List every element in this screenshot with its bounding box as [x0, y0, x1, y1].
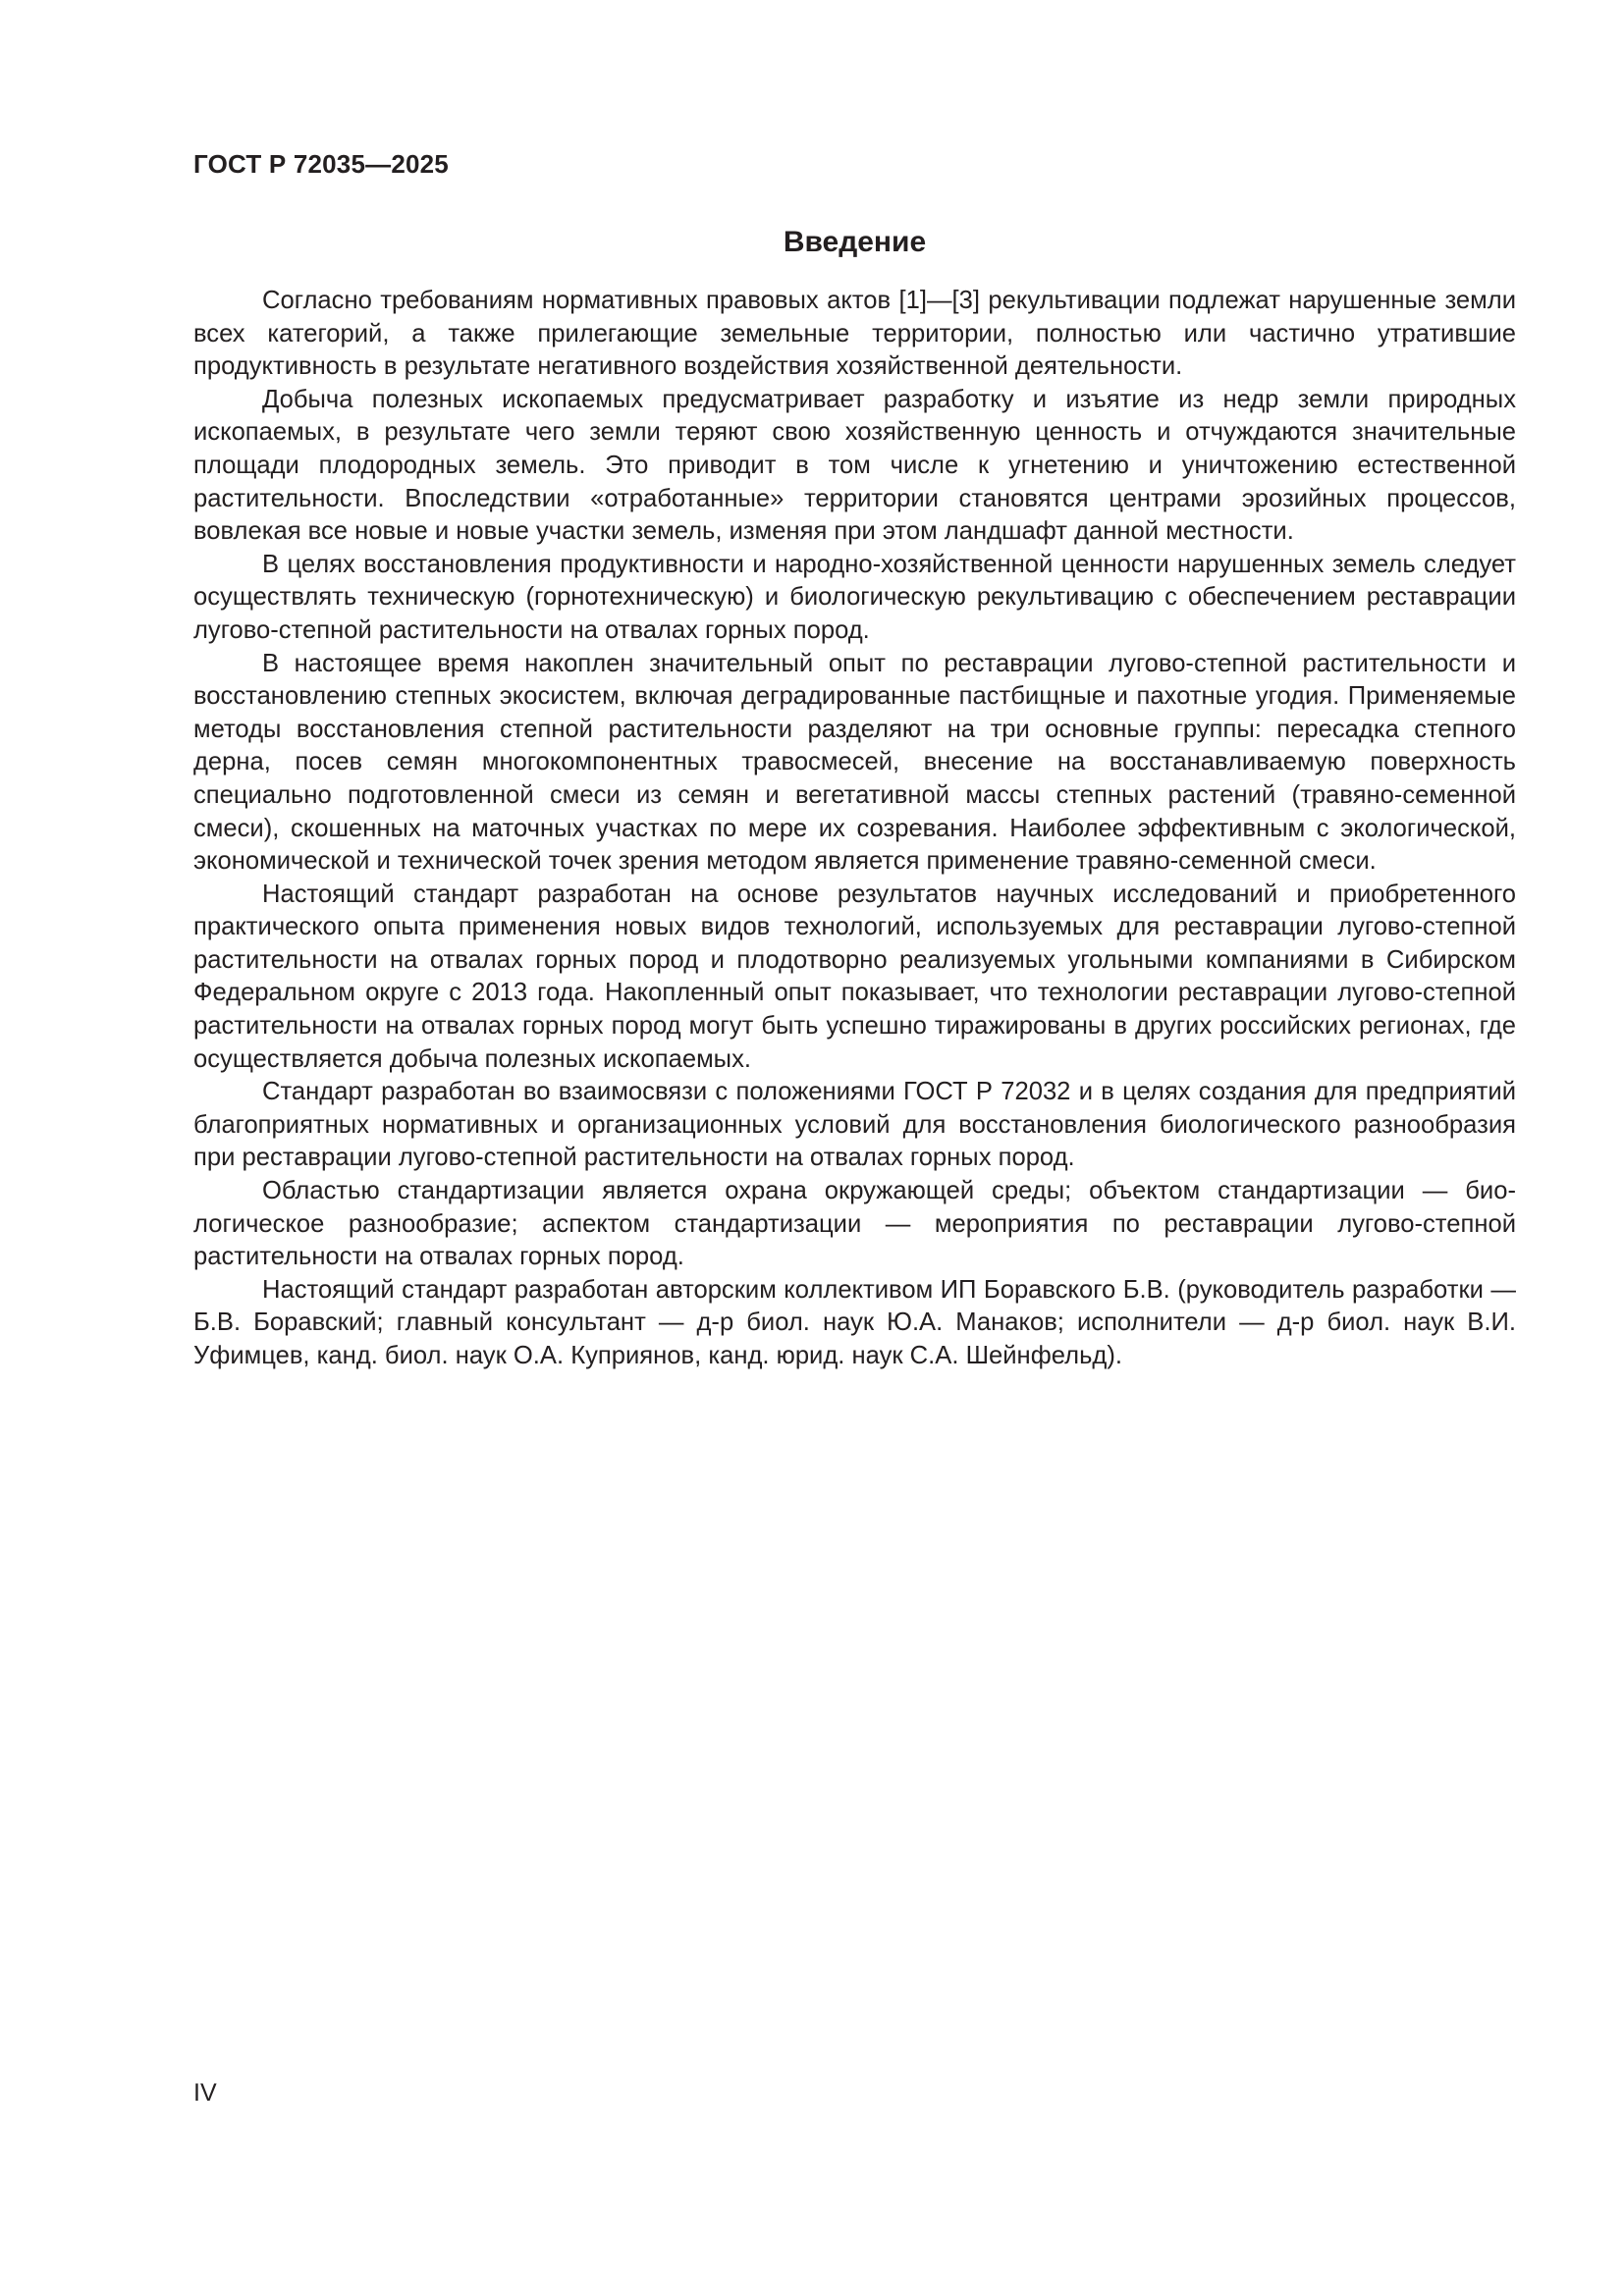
paragraph-8: Настоящий стандарт разработан авторским коллективом ИП Боравского Б.В. (руководитель разработки — Б.В. Боравский; главный консультант — д-р биол. наук Ю.А. Манаков; исполнители — д-р биол. наук В.И. Уфимцев, канд. биол. наук О.А. Куприянов, канд. юрид. наук С.А. Шейнфельд).: [193, 1275, 1516, 1369]
paragraph-7: Областью стандартизации является охрана окружающей среды; объектом стандартизации — биологическое разнообразие; аспектом стандартизации — мероприятия по реставрации лугово-степной растительности на отвалах горных пород.: [193, 1177, 1516, 1271]
section-title: Введение: [783, 226, 927, 258]
paragraph-1: Согласно требованиям нормативных правовых актов [1]—[3] рекультивации подлежат нарушенные земли всех категорий, а также прилегающие земельные территории, полностью или частично утратившие продуктивность в результате негативного воздействия хозяйственной деятельности.: [193, 287, 1516, 381]
paragraph-6: Стандарт разработан во взаимосвязи с положениями ГОСТ Р 72032 и в целях создания для предприятий благоприятных нормативных и организационных условий для восстановления биологического разнообразия при реставрации лугово-степной растительности на отвалах горных пород.: [193, 1078, 1516, 1172]
body-text: [193, 285, 1516, 1373]
paragraph-5: Настоящий стандарт разработан на основе результатов научных исследований и приобретенного практического опыта применения новых видов технологий, используемых для реставрации лугово-степной растительности на отвалах горных пород и плодотворно реализуемых угольными компаниями в Сибирском Федеральном округе с 2013 года. Накопленный опыт показывает, что технологии реставрации лугово-степной растительности на отвалах горных пород могут быть успешно тиражированы в других российских регионах, где осуществляется добыча полезных ископаемых.: [193, 880, 1516, 1073]
page-number: IV: [193, 2079, 217, 2107]
paragraph-4: В настоящее время накоплен значительный опыт по реставрации лугово-степной растительности и восстановлению степных экосистем, включая деградированные пастбищные и пахотные угодия. Применяемые методы восстановления степной растительности разделяют на три основные группы: пересадка степного дерна, посев семян многокомпонентных травосмесей, внесение на восстанавливаемую поверхность специально подготовленной смеси из семян и вегетативной массы степных растений (травяно-семенной смеси), скошенных на маточных участках по мере их созревания. Наиболее эффективным с экологической, экономической и технической точек зрения методом является применение травяно-семенной смеси.: [193, 649, 1516, 876]
paragraph-3: В целях восстановления продуктивности и народно-хозяйственной ценности нарушенных земель следует осуществлять техническую (горнотехническую) и биологическую рекультивацию с обеспечением реставрации лугово-степной растительности на отвалах горных пород.: [193, 550, 1516, 644]
page-header: ГОСТ Р 72035—2025: [193, 149, 449, 179]
paragraph-2: Добыча полезных ископаемых предусматривает разработку и изъятие из недр земли природных ископаемых, в результате чего земли теряют свою хозяйственную ценность и отчуждаются значительные площади плодородных земель. Это приводит в том числе к угнетению и уничтожению естественной растительности. Впоследствии «отработанные» территории становятся центрами эрозийных процессов, вовлекая все новые и новые участки земель, изменяя при этом ландшафт данной местности.: [193, 385, 1516, 546]
